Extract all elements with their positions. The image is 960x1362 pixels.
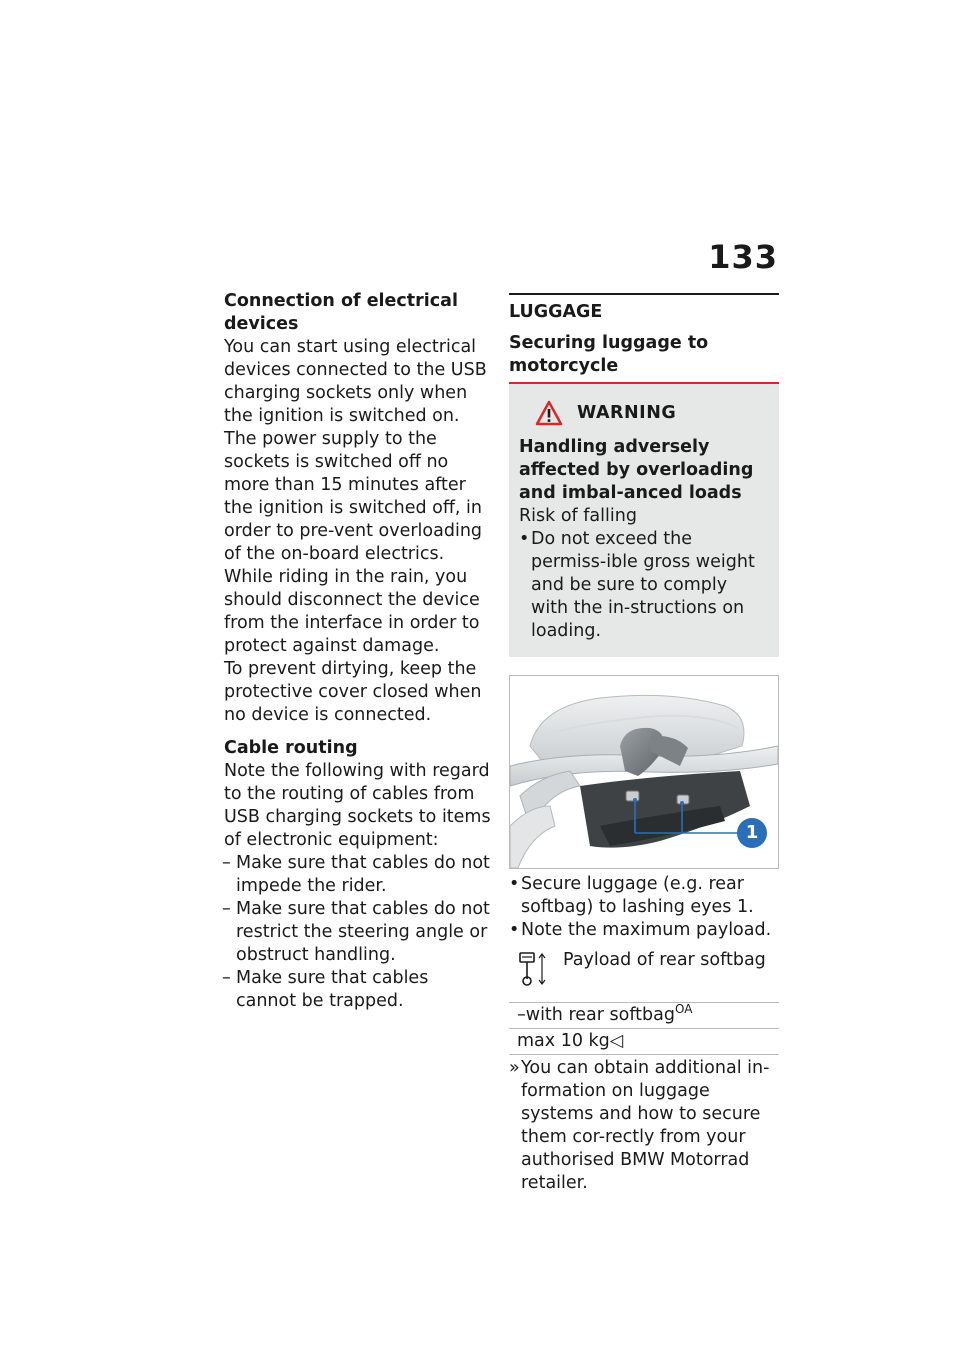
warning-heading: Handling adversely affected by overloading and imbal-anced loads [519, 437, 754, 503]
list-item: • Secure luggage (e.g. rear softbag) to lashing eyes 1. [509, 873, 779, 919]
left-column [224, 290, 492, 1013]
weight-scale-icon [517, 951, 553, 987]
warning-list [519, 528, 769, 643]
warning-box [509, 384, 779, 657]
list-item: – Make sure that cables do not restrict the steering angle or obstruct handling. [224, 898, 492, 967]
warning-title-row [519, 400, 769, 426]
paragraph-protective-cover: To prevent dirtying, keep the protective cover closed when no device is connected. [224, 659, 482, 725]
warning-risk: Risk of falling [519, 506, 637, 526]
list-item: • Note the maximum payload. [509, 919, 779, 942]
payload-table [509, 946, 779, 1055]
heading-cable-routing: Cable routing [224, 738, 358, 758]
callout-number-1: 1 [745, 822, 759, 843]
payload-value: max 10 kg◁ [509, 1029, 779, 1055]
heading-connection-devices: Connection of electrical devices [224, 291, 458, 334]
section-rule [509, 293, 779, 324]
motorcycle-rear-illustration [510, 676, 778, 868]
payload-row-sup: OA [674, 1002, 693, 1017]
list-item: – Make sure that cables do not impede the rider. [224, 852, 492, 898]
list-item: – Make sure that cables cannot be trapped. [224, 967, 492, 1013]
payload-title: Payload of rear softbag [563, 950, 766, 970]
warning-title: WARNING [577, 403, 677, 423]
list-item: • Do not exceed the permiss-ible gross weight and be sure to comply with the in-structions on loading. [519, 528, 769, 643]
retailer-note: » You can obtain additional in-formation on luggage systems and how to secure them cor-rectly from your authorised BMW Motorrad retailer. [509, 1057, 779, 1195]
warning-triangle-icon [535, 400, 563, 426]
payload-row-label: –with rear softbag [517, 1005, 675, 1025]
paragraph-cable-note: Note the following with regard to the routing of cables from USB charging sockets to items of electronic equipment: [224, 761, 491, 850]
luggage-bullets [509, 873, 779, 942]
subsection-title: Securing luggage to motorcycle [509, 332, 779, 384]
right-column [509, 293, 779, 1195]
cable-routing-list [224, 852, 492, 1013]
luggage-lashing-eyes-figure [509, 675, 779, 869]
page-number: 133 [708, 238, 778, 276]
section-title: LUGGAGE [509, 302, 603, 322]
paragraph-rain: While riding in the rain, you should disconnect the device from the interface in order to protect against damage. [224, 567, 480, 656]
paragraph-usb-ignition: You can start using electrical devices connected to the USB charging sockets only when the ignition is switched on. The power supply to the sockets is switched off no more than 15 minutes after the ignition is switched off, in order to pre-vent overloading of the on-board electrics. [224, 337, 487, 564]
